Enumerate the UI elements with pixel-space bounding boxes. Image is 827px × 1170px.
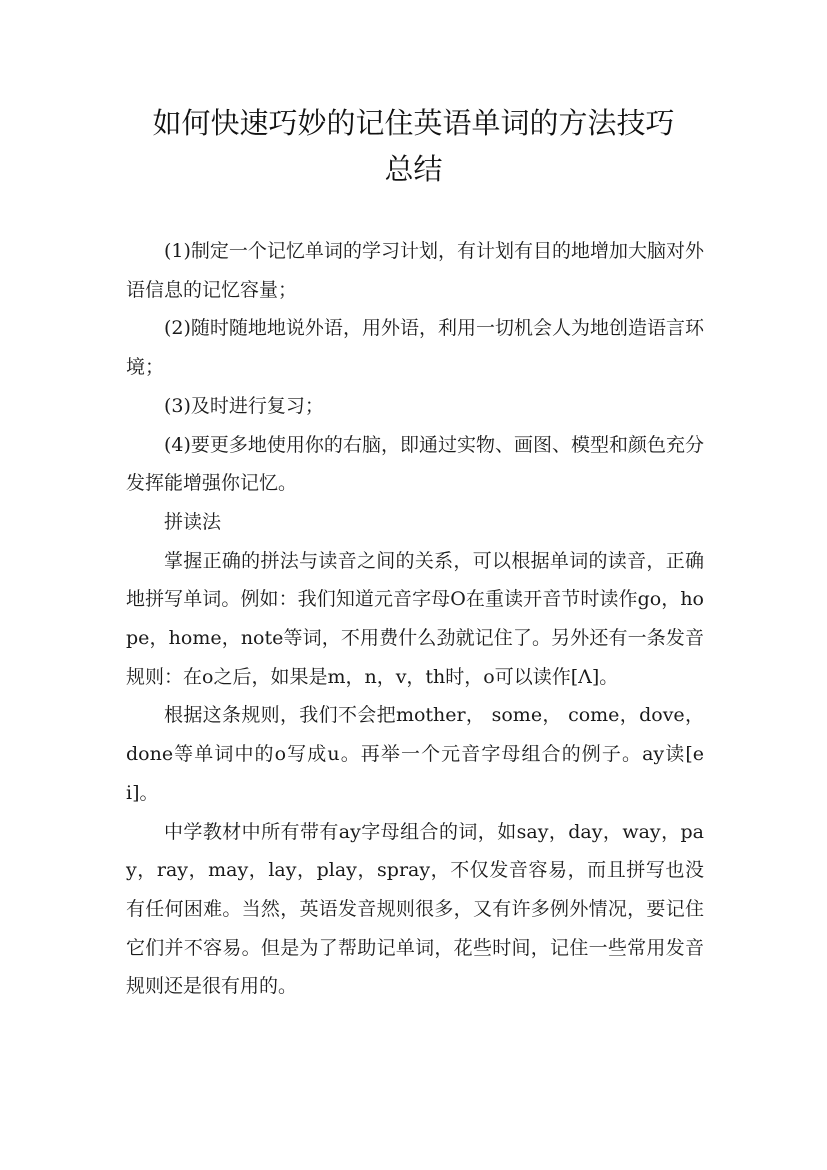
document-title: [100, 100, 727, 192]
paragraph-environment: (2)随时随地地说外语，用外语，利用一切机会人为地创造语言环境；: [126, 317, 704, 379]
section-heading-spelling: 拼读法: [164, 510, 222, 533]
title-line-2: 总结: [384, 152, 443, 186]
paragraph-plan: (1)制定一个记忆单词的学习计划，有计划有目的地增加大脑对外语信息的记忆容量；: [126, 240, 704, 301]
paragraph-ay-rule: 中学教材中所有带有ay字母组合的词，如say，day，way，pay，ray，may，lay，play，spray，不仅发音容易，而且拼写也没有任何困难。当然，英语发音规则很多，又有许多例外情况，要记住它们并不容易。但是为了帮助记单词，花些时间，记住一些常用发音规则还是很有用的。: [126, 820, 704, 998]
document-body: [126, 232, 704, 1006]
title-line-1: 如何快速巧妙的记住英语单词的方法技巧: [152, 106, 675, 140]
paragraph-review: (3)及时进行复习；: [164, 394, 324, 417]
paragraph-o-rule: 根据这条规则，我们不会把mother， some， come，dove，done等单词中的o写成u。再举一个元音字母组合的例子。ay读[ei]。: [126, 704, 704, 804]
paragraph-right-brain: (4)要更多地使用你的右脑，即通过实物、画图、模型和颜色充分发挥能增强你记忆。: [126, 433, 704, 495]
paragraph-spelling-rules: 掌握正确的拼法与读音之间的关系，可以根据单词的读音，正确地拼写单词。例如：我们知道元音字母O在重读开音节时读作go，hope，home，note等词，不用费什么劲就记住了。另外还有一条发音规则：在o之后，如果是m，n，v，th时，o可以读作[Λ]。: [126, 549, 704, 688]
